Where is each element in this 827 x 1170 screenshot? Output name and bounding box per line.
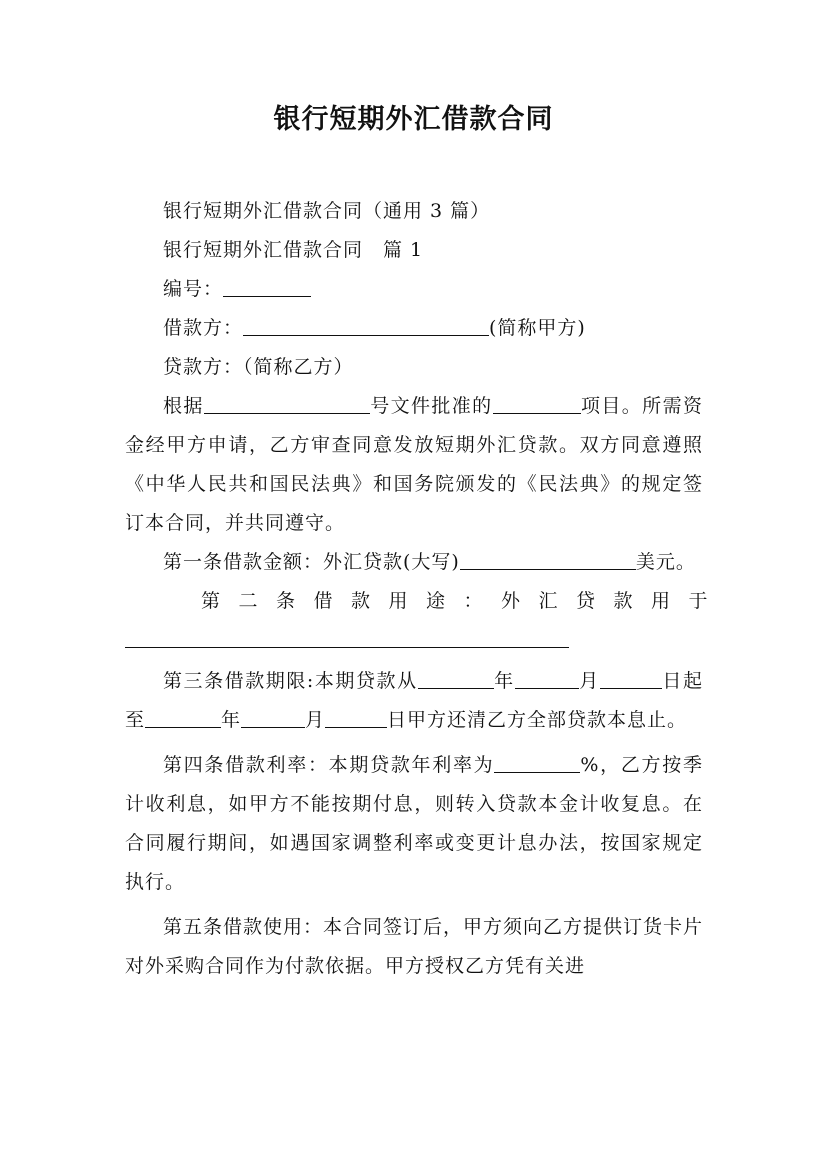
document-body — [125, 192, 727, 986]
intro-text-1: 根据 — [163, 395, 204, 417]
doc-number-blank — [204, 393, 370, 414]
amount-blank — [460, 549, 636, 570]
rate-blank — [494, 752, 580, 773]
end-day-blank — [325, 707, 387, 728]
year-label-2: 年 — [221, 709, 242, 731]
month-label-2: 月 — [305, 709, 326, 731]
year-label: 年 — [493, 670, 515, 692]
borrower-line — [125, 309, 703, 348]
purpose-blank — [125, 621, 569, 648]
borrower-blank — [243, 315, 489, 336]
lender-label: 贷款方： — [163, 356, 244, 378]
document-title: 银行短期外汇借款合同 — [273, 104, 554, 135]
month-label: 月 — [578, 670, 600, 692]
section-heading: 银行短期外汇借款合同 篇 1 — [163, 239, 424, 261]
end-year-blank — [145, 707, 221, 728]
intro-paragraph — [125, 387, 703, 543]
article-5: 第五条借款使用：本合同签订后，甲方须向乙方提供订货卡片对外采购合同作为付款依据。甲方授权乙方凭有关进 — [125, 916, 704, 977]
intro-text-3: 项目。所需资金经甲方申请，乙方审查同意发放短期外汇贷款。双方同意遵照《中华人民共和国民法典》和国务院颁发的《民法典》的规定签订本合同，并共同遵守。 — [125, 395, 703, 534]
article-3-until: 日起至 — [125, 670, 703, 731]
intro-text-2: 号文件批准的 — [369, 395, 493, 417]
project-blank — [493, 393, 581, 414]
borrower-suffix: (简称甲方) — [489, 317, 586, 339]
borrower-label: 借款方： — [163, 317, 244, 339]
article-4 — [125, 746, 703, 902]
lender-line — [125, 348, 703, 387]
article-3-text: 第三条借款期限:本期贷款从 — [163, 670, 418, 692]
number-blank — [223, 276, 311, 297]
number-label: 编号： — [163, 278, 224, 300]
article-1-text: 第一条借款金额：外汇贷款(大写) — [163, 551, 460, 573]
article-3 — [125, 662, 703, 740]
number-line — [125, 270, 703, 309]
subtitle: 银行短期外汇借款合同（通用 3 篇） — [163, 200, 491, 222]
article-1-suffix: 美元。 — [635, 551, 696, 573]
article-1 — [125, 543, 703, 582]
start-year-blank — [418, 668, 494, 689]
article-2: 第二条借款用途：外汇贷款用于 — [201, 590, 727, 612]
article-4-rest: %，乙方按季计收利息，如甲方不能按期付息，则转入贷款本金计收复息。在合同履行期间，如遇国家调整利率或变更计息办法，按国家规定执行。 — [125, 754, 703, 893]
lender-suffix: （简称乙方） — [243, 356, 354, 378]
article-3-end: 日甲方还清乙方全部贷款本息止。 — [387, 709, 688, 731]
start-day-blank — [600, 668, 662, 689]
end-month-blank — [241, 707, 305, 728]
start-month-blank — [515, 668, 579, 689]
article-4-text: 第四条借款利率：本期贷款年利率为 — [163, 754, 495, 776]
